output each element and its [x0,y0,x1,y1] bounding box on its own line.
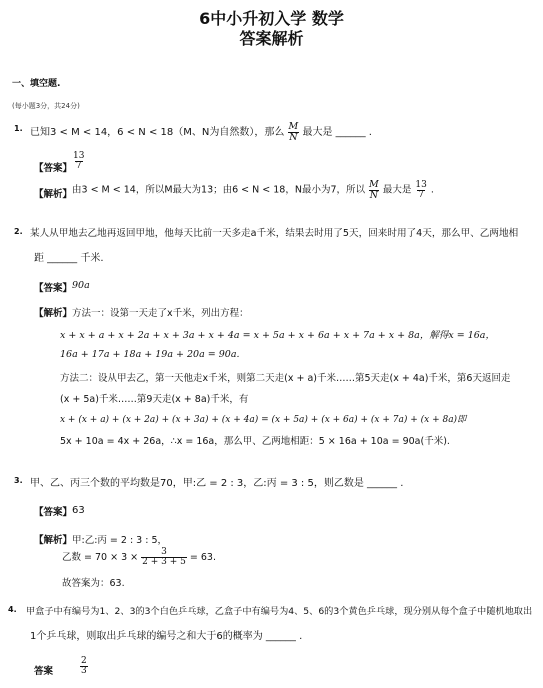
question-2-line1: 某人从甲地去乙地再返回甲地，他每天比前一天多走a千米，结果去时用了5天，回来时用了4天，那么甲、乙两地相 [30,228,519,239]
question-4-line1: 甲盒子中有编号为1、2、3的3个白色乒乓球，乙盒子中有编号为4、5、6的3个黄色乒乓球，现分别从每个盒子中随机地取出 [26,606,533,617]
question-number: 2. [14,227,23,236]
analysis-label: 【解析】 [34,189,73,200]
q2-analysis-line: x + x + a + x + 2a + x + 3a + x + 4a = x + 5a + x + 6a + x + 7a + x + 8a，解得x = 16a， [60,330,495,341]
q4-answer: $\frac{2}{3}$ [81,656,87,676]
analysis-label: 【解析】 [34,308,73,319]
q2-answer: 90a [72,280,90,291]
q2-analysis-line: 方法二：设从甲去乙，第一天他走x千米，则第二天走(x + a)千米……第5天走(x + 4a)千米，第6天返回走 [60,373,511,384]
section-note: (每小题3分，共24分) [12,102,80,110]
answer-label: 答案 [34,666,54,677]
q3-analysis-formula: 乙数 = 70 × 3 × $\frac{3}{2 + 3 + 5}$ = 63. [62,547,216,567]
question-number: 4. [8,605,17,614]
q2-analysis-line: 16a + 17a + 18a + 19a + 20a = 90a. [60,349,240,360]
analysis-label: 【解析】 [34,535,73,546]
q1-text-before: 已知3 < M < 14，6 < N < 18（M、N为自然数），那么 [30,127,285,138]
answer-label: 【答案】 [34,507,73,518]
question-1-text [30,122,372,142]
answer-label: 【答案】 [34,283,73,294]
question-4-line2: 1个乒乓球，则取出乒乓球的编号之和大于6的概率为 ______ . [30,631,303,642]
q3-analysis-line: 故答案为：63. [62,578,125,589]
q2-analysis-line: 方法一：设第一天走了x千米，列出方程： [72,308,249,319]
q2-analysis-line: 5x + 10a = 4x + 26a，∴x = 16a，那么甲、乙两地相距：5 × 16a + 10a = 90a(千米). [60,436,450,447]
q2-analysis-line: (x + 5a)千米……第9天走(x + 8a)千米，有 [60,394,249,405]
question-3-text: 甲、乙、丙三个数的平均数是70，甲:乙 = 2 : 3，乙:丙 = 3 : 5，则乙数是 ______ . [30,478,404,489]
q1-text-after: 最大是 ______ . [302,127,372,138]
page-title: 6中小升初入学 数学 [199,9,344,28]
q3-analysis-line: 甲:乙:丙 = 2 : 3 : 5， [72,535,168,546]
question-number: 3. [14,476,23,485]
question-2-line2: 距 ______ 千米. [34,253,104,264]
q3-answer: 63 [72,505,85,516]
q1-answer: $\frac{13}{7}$ [73,151,85,171]
section-heading: 一、填空题. [12,79,61,89]
answer-label: 【答案】 [34,163,73,174]
page-subtitle: 答案解析 [239,29,304,48]
q1-fraction: $\frac{M}{N}$ [288,121,299,143]
question-number: 1. [14,124,23,133]
q1-analysis: 由3 < M < 14，所以M最大为13；由6 < N < 18，N最小为7，所以 $\frac{M}{N}$ 最大是 $\frac{13}{7}$ . [72,179,434,201]
q2-analysis-line: x + (x + a) + (x + 2a) + (x + 3a) + (x + 4a) = (x + 5a) + (x + 6a) + (x + 7a) + (x + 8a)即 [60,415,467,425]
